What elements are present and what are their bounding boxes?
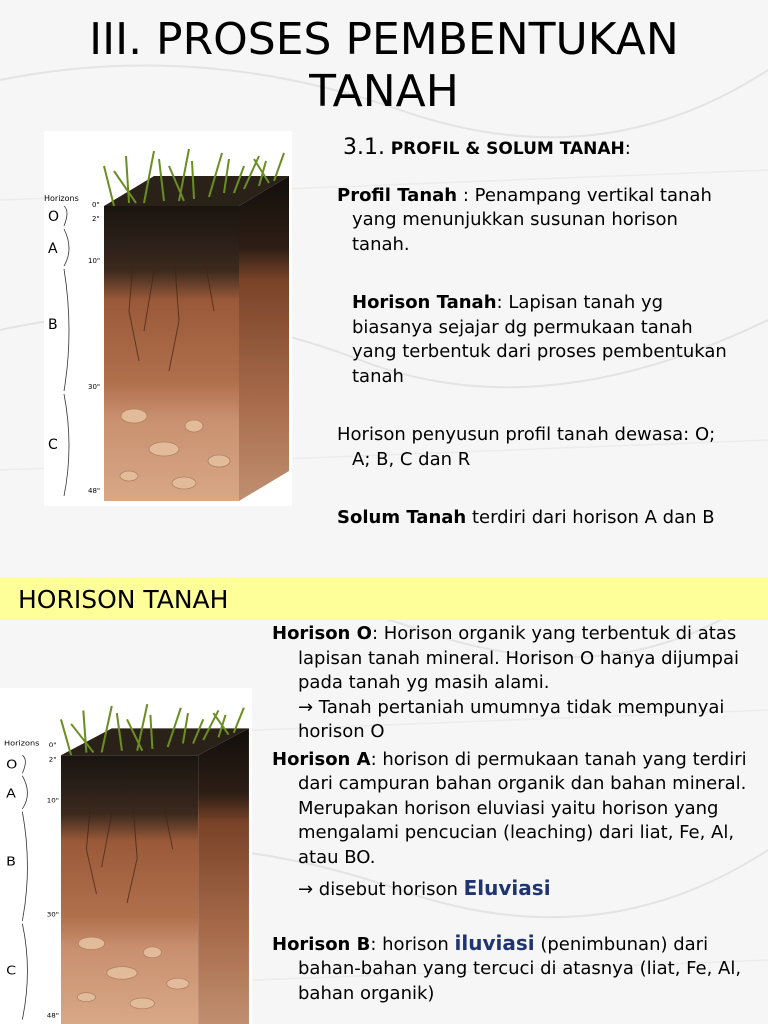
horizon-descriptions [272, 622, 768, 1006]
solum-tanah-definition: Solum Tanah terdiri dari horison A dan B [337, 507, 715, 528]
soil-profile-figure-top [44, 131, 292, 506]
horizons-label: Horizons [44, 194, 79, 203]
depth-0-2: 0" [48, 741, 57, 750]
profile-definitions [337, 136, 727, 531]
horison-penyusun-text: Horison penyusun profil tanah dewasa: O; A; B, C dan R [337, 424, 716, 470]
layer-C-2: C [6, 964, 17, 979]
layer-B-2: B [6, 855, 16, 870]
slide-title [0, 14, 768, 118]
title-line-1: III. PROSES PEMBENTUKAN [89, 14, 679, 65]
layer-O-2: O [6, 758, 18, 773]
soil-profile-figure-bottom [0, 688, 252, 1024]
layer-C: C [48, 437, 58, 453]
horison-o-note: → Tanah pertaniah umumnya tidak mempunyai horison O [298, 696, 725, 742]
horison-b-definition: Horison B: horison iluviasi (penimbunan) dari bahan-bahan yang tercuci di atasnya (liat, Fe, Al, bahan organik) [272, 930, 742, 1004]
layer-O: O [48, 209, 60, 225]
layer-A: A [48, 241, 58, 257]
depth-30-2: 30" [46, 910, 60, 919]
horison-tanah-definition: Horison Tanah: Lapisan tanah yg biasanya sejajar dg permukaan tanah yang terbentuk dari proses pembentukan tanah [352, 292, 727, 387]
horison-a-definition: Horison A: horison di permukaan tanah yang terdiri dari campuran bahan organik dan bahan mineral. Merupakan horison eluviasi yaitu horison yang mengalami pencucian (leaching) dari liat, Fe, Al, atau BO. [272, 748, 747, 868]
depth-0: 0" [92, 201, 100, 209]
depth-2-2: 2" [48, 755, 57, 764]
depth-10: 10" [88, 257, 101, 265]
title-line-2: TANAH [309, 66, 459, 117]
layer-A-2: A [6, 787, 16, 802]
horison-a-note: → disebut horison Eluviasi [298, 876, 551, 900]
depth-10-2: 10" [46, 797, 60, 805]
depth-2: 2" [92, 215, 100, 223]
horison-o-definition: Horison O: Horison organik yang terbentuk di atas lapisan tanah mineral. Horison O hanya dijumpai pada tanah yg masih alami. [272, 623, 739, 693]
profil-tanah-definition: Profil Tanah : Penampang vertikal tanah yang menunjukkan susunan horison tanah. [337, 184, 712, 255]
depth-30: 30" [88, 383, 101, 391]
layer-B: B [48, 317, 58, 333]
depth-48-2: 48" [46, 1012, 60, 1020]
section-band-title: HORISON TANAH [18, 585, 229, 614]
horizons-label-2: Horizons [4, 738, 40, 748]
depth-48: 48" [88, 487, 101, 495]
section-heading: 3.1. PROFIL & SOLUM TANAH: [343, 135, 631, 160]
